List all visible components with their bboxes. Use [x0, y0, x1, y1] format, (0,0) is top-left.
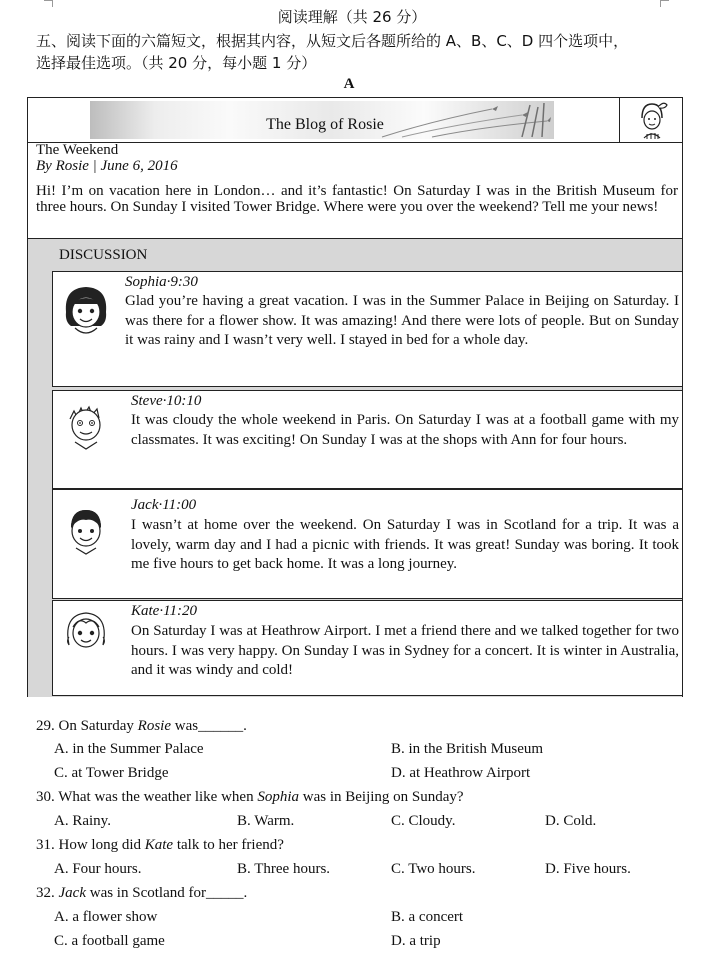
discussion-title: DISCUSSION: [59, 247, 148, 263]
section-title: 阅读理解（共 26 分）: [277, 8, 427, 26]
avatar-cell: [619, 98, 683, 142]
comment-steve: [52, 390, 683, 489]
comment-author: Jack·11:00: [131, 497, 197, 513]
girl-face-icon: [61, 605, 111, 659]
option-29-a[interactable]: A. in the Summer Palace: [54, 741, 204, 757]
comment-sophia: [52, 271, 683, 387]
comment-author: Sophia·9:30: [125, 274, 198, 290]
comment-text: It was cloudy the whole weekend in Paris. On Saturday I was at a football game with my classmates. It was exciting! On Sunday I was at the shops with Ann for four hours.: [131, 412, 679, 448]
option-29-d[interactable]: D. at Heathrow Airport: [391, 765, 531, 781]
question-32: 32. Jack was in Scotland for_____.: [36, 885, 248, 901]
comment-text: I wasn’t at home over the weekend. On Saturday I was in Scotland for a trip. It was a lovely, warm day and I had a picnic with friends. It was great! Sunday was boring. It took me five hours to get back home. It was a long journey.: [131, 517, 679, 572]
passage-label: A: [343, 76, 355, 92]
option-30-c[interactable]: C. Cloudy.: [391, 813, 456, 829]
girl-avatar-icon: [620, 98, 683, 142]
boy-face-icon: [61, 504, 111, 558]
question-30: 30. What was the weather like when Sophia was in Beijing on Sunday?: [36, 789, 464, 805]
option-30-d[interactable]: D. Cold.: [545, 813, 597, 829]
option-32-b[interactable]: B. a concert: [391, 909, 464, 925]
instruction-line-1: 五、阅读下面的六篇短文，根据其内容，从短文后各题所给的 A、B、C、D 四个选项中，: [36, 32, 629, 50]
girl-face-icon: [61, 282, 111, 340]
option-32-d[interactable]: D. a trip: [391, 933, 441, 949]
option-29-c[interactable]: C. at Tower Bridge: [54, 765, 169, 781]
comment-kate: [52, 600, 683, 696]
comment-text: Glad you’re having a great vacation. I was in the Summer Palace in Beijing on Saturday. I was there for a flower show. It was amazing! And there were lots of people. But on Sunday it was rainy and I wasn’t very well. I stayed in bed for a whole day.: [125, 293, 679, 348]
blog-title: The Blog of Rosie: [266, 116, 384, 133]
post-body: Hi! I’m on vacation here in London… and it’s fantastic! On Saturday I was in the British Museum for three hours. On Sunday I visited Tower Bridge. Where were you over the weekend? Tell me your news!: [36, 183, 678, 215]
option-31-b[interactable]: B. Three hours.: [237, 861, 331, 877]
comment-author: Steve·10:10: [131, 393, 202, 409]
post-meta: By Rosie | June 6, 2016: [36, 158, 178, 174]
comment-text: On Saturday I was at Heathrow Airport. I met a friend there and we talked together for two hours. I was very happy. On Sunday I was in Sydney for a concert. It is winter in Australia, and it was windy and cold!: [131, 623, 679, 678]
comment-jack: [52, 489, 683, 599]
option-29-b[interactable]: B. in the British Museum: [391, 741, 544, 757]
option-31-c[interactable]: C. Two hours.: [391, 861, 476, 877]
comment-author: Kate·11:20: [131, 603, 197, 619]
option-31-d[interactable]: D. Five hours.: [545, 861, 631, 877]
option-30-b[interactable]: B. Warm.: [237, 813, 295, 829]
blog-header-row: [28, 98, 682, 143]
option-31-a[interactable]: A. Four hours.: [54, 861, 142, 877]
post-title: The Weekend: [36, 142, 119, 158]
option-32-a[interactable]: A. a flower show: [54, 909, 158, 925]
question-29: 29. On Saturday Rosie was______.: [36, 718, 247, 734]
blog-banner: [90, 101, 554, 139]
option-30-a[interactable]: A. Rainy.: [54, 813, 111, 829]
option-32-c[interactable]: C. a football game: [54, 933, 165, 949]
instruction-line-2: 选择最佳选项。（共 20 分，每小题 1 分）: [36, 54, 317, 72]
boy-face-icon: [61, 399, 111, 451]
blog-box: [27, 97, 683, 697]
question-31: 31. How long did Kate talk to her friend?: [36, 837, 284, 853]
